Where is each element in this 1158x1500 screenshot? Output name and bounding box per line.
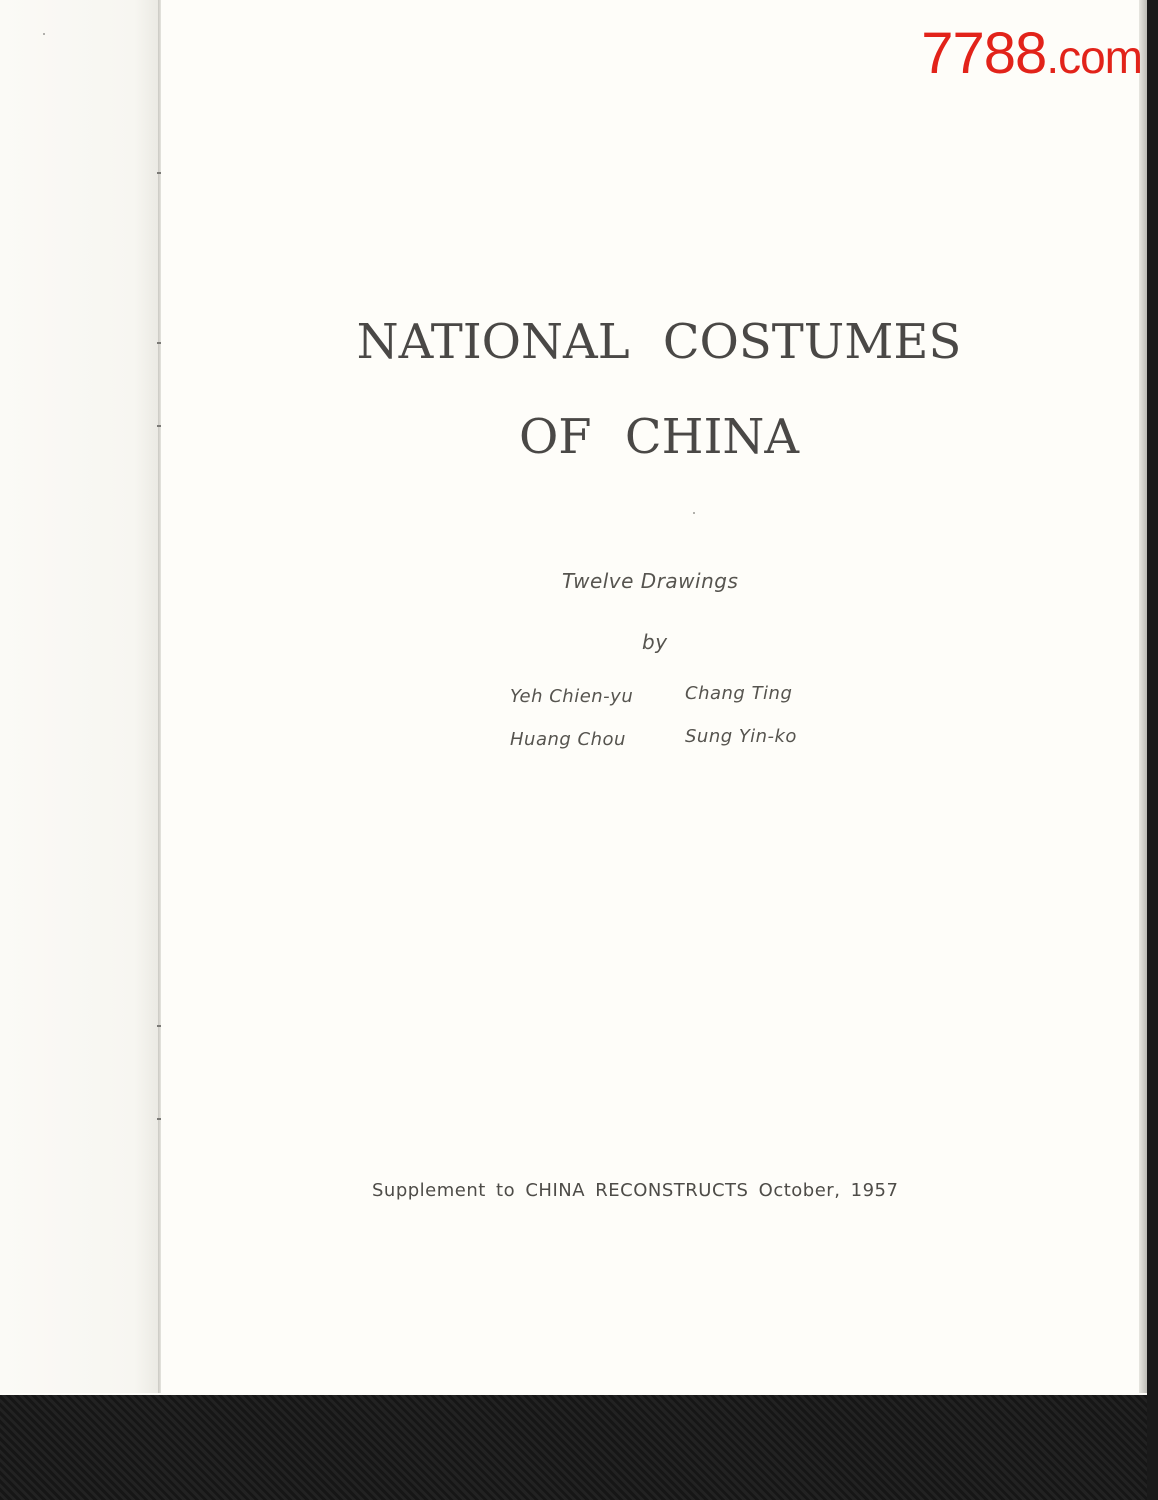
scanner-background-edge	[1147, 0, 1158, 1500]
title-line-2: OF CHINA	[518, 409, 800, 465]
paper-speck	[43, 33, 45, 35]
page-edge	[1139, 0, 1147, 1393]
binding-stitch	[157, 1025, 161, 1027]
publication-note: Supplement to CHINA RECONSTRUCTS October, 1957	[372, 1180, 899, 1201]
paper-speck	[693, 512, 695, 514]
binding-stitch	[157, 1118, 161, 1120]
title-line-1: NATIONAL COSTUMES	[356, 314, 962, 370]
author-name: Yeh Chien-yu	[510, 686, 634, 707]
author-name: Huang Chou	[510, 729, 626, 750]
subtitle: Twelve Drawings	[562, 569, 739, 593]
by-label: by	[642, 630, 668, 654]
binding-stitch	[157, 342, 161, 344]
scanner-background	[0, 1395, 1158, 1500]
author-name: Chang Ting	[685, 683, 793, 704]
left-page	[0, 0, 158, 1393]
binding-stitch	[157, 425, 161, 427]
binding-stitch	[157, 172, 161, 174]
site-watermark: 7788.com	[921, 21, 1142, 86]
author-name: Sung Yin-ko	[685, 726, 797, 747]
